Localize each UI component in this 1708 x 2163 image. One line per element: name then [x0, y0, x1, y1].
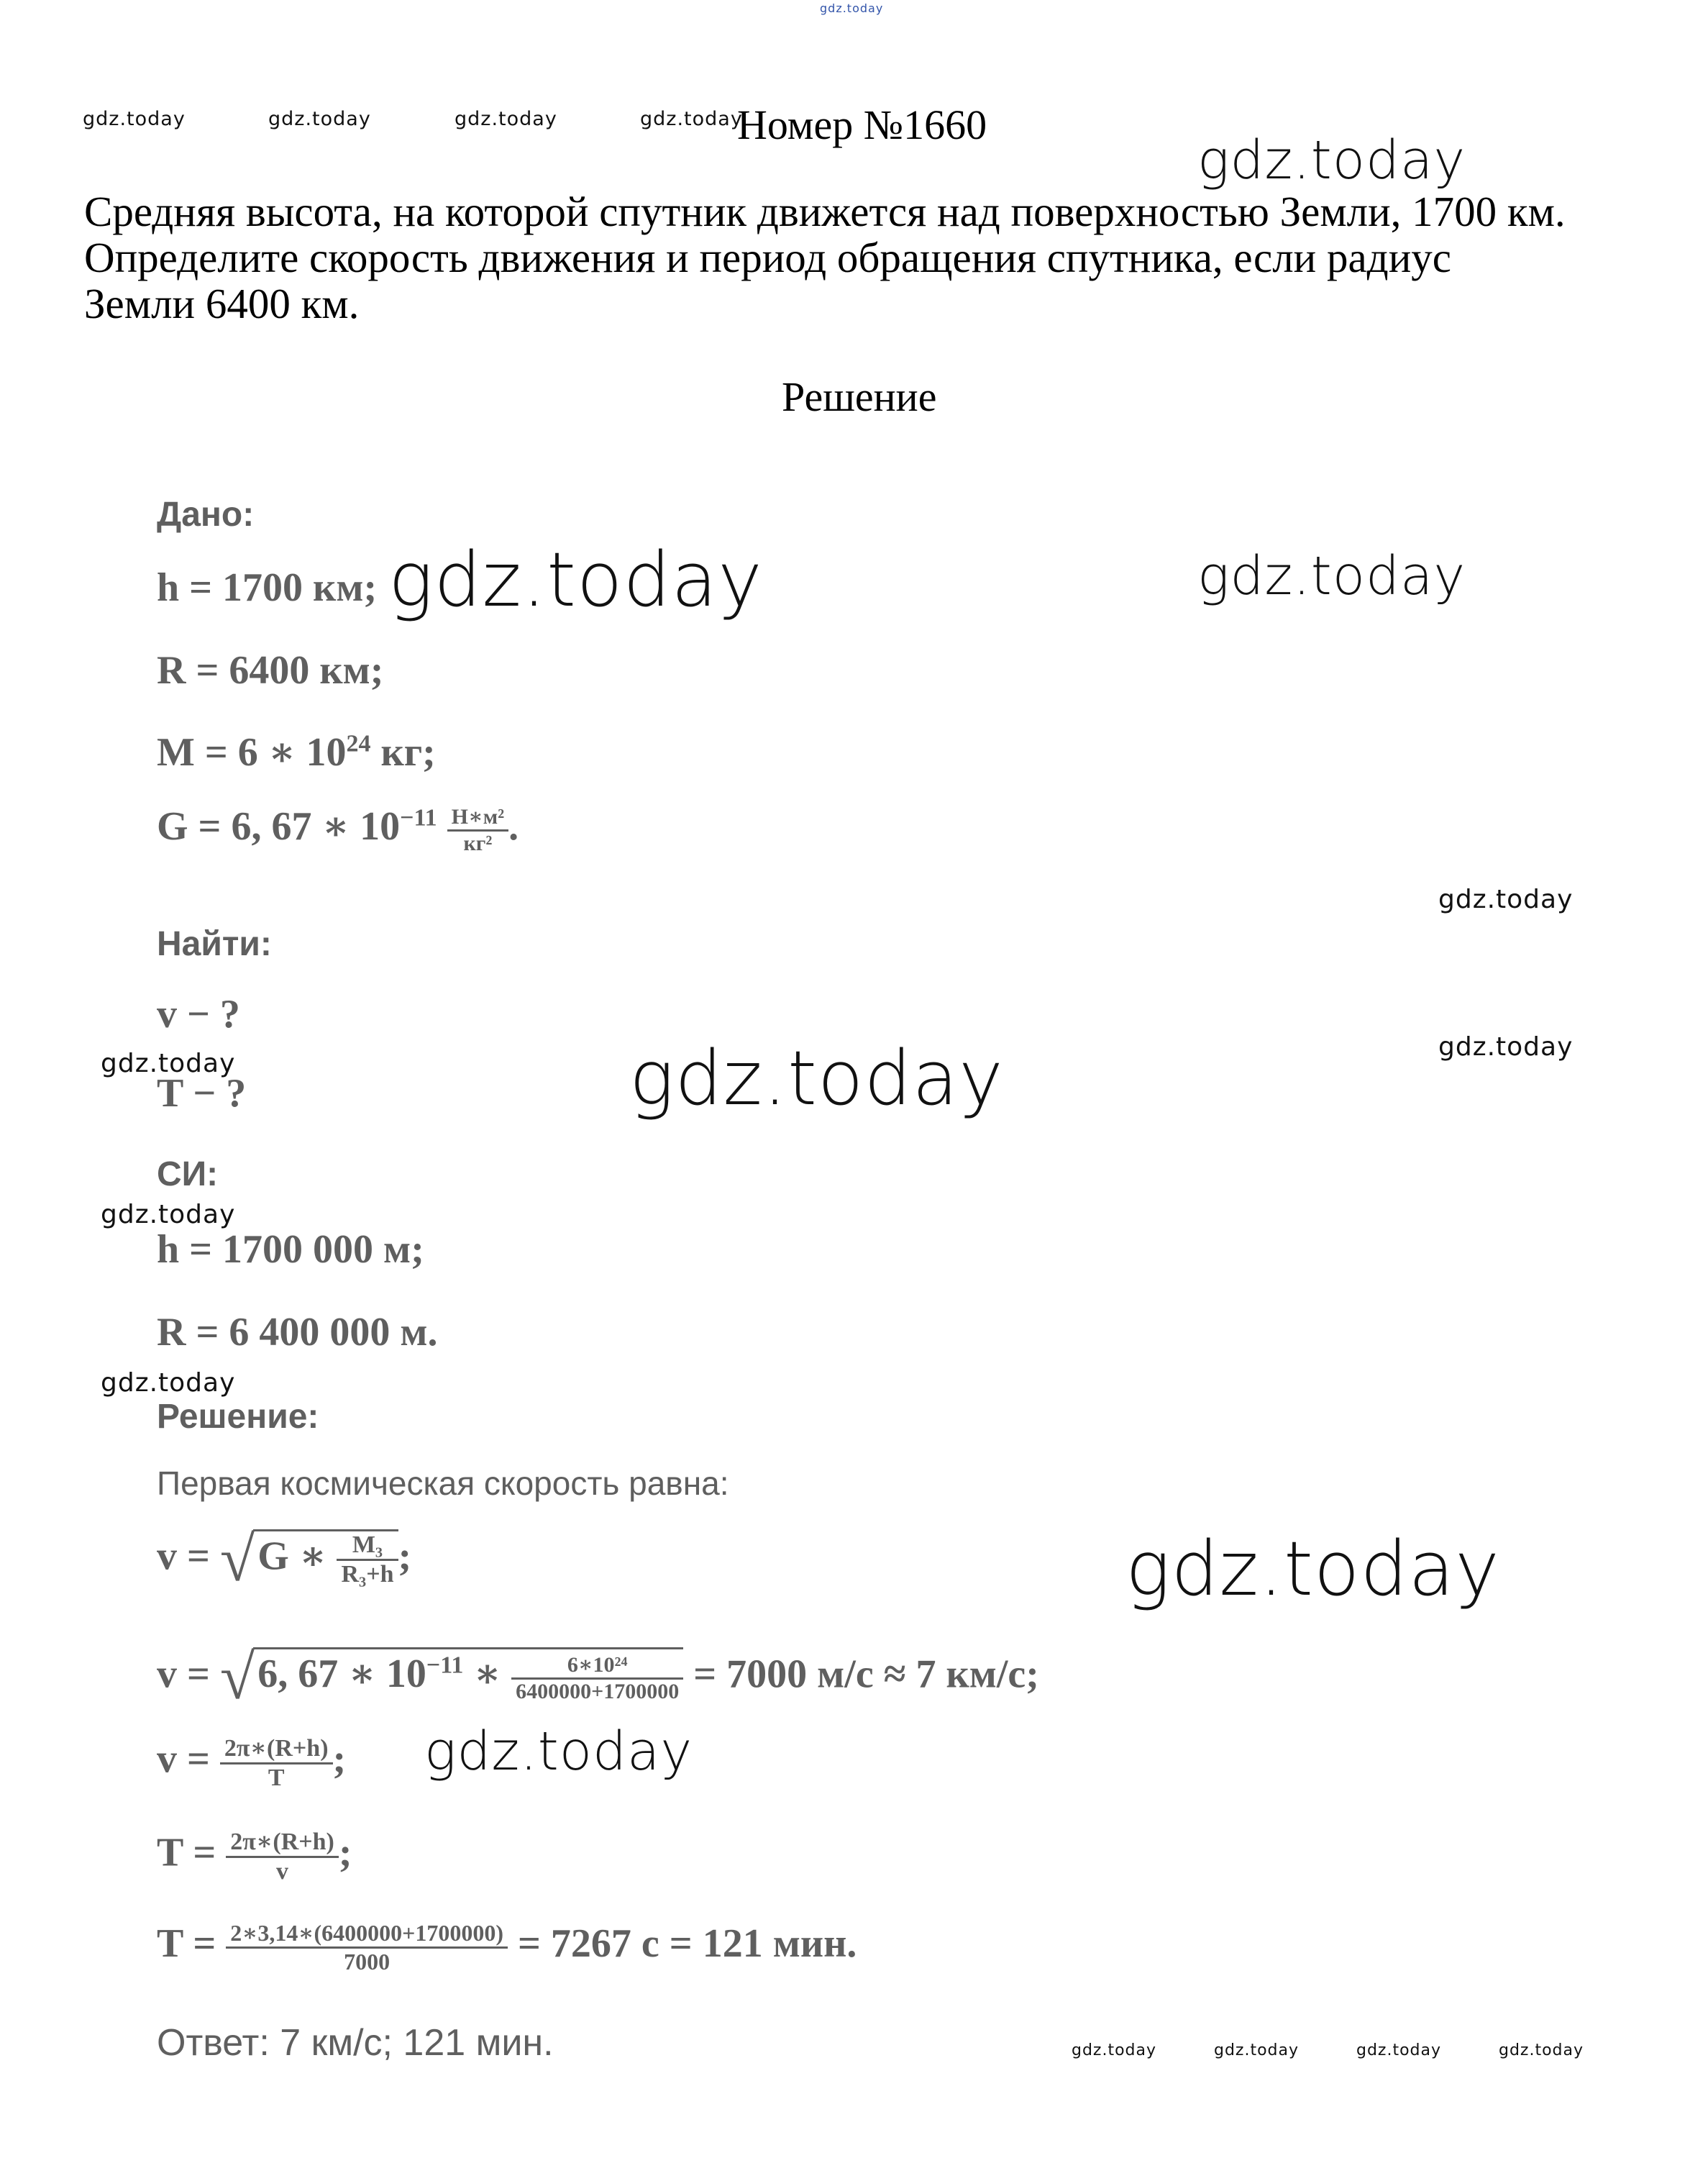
given-M-unit: кг;	[370, 730, 436, 775]
watermark: gdz.today	[1438, 1032, 1574, 1062]
watermark: gdz.today	[388, 536, 763, 624]
watermark: gdz.today	[101, 1368, 236, 1398]
eq-lhs: T =	[157, 1830, 227, 1875]
given-G-base: G = 6, 67 ∗ 10	[157, 804, 401, 849]
fraction-numerator: 2∗3,14∗(6400000+1700000)	[226, 1919, 508, 1949]
problem-line: Определите скорость движения и период обращения спутника, если радиус	[84, 234, 1451, 281]
given-M-exp: 24	[346, 730, 371, 757]
si-R: R = 6 400 000 м.	[157, 1310, 438, 1354]
equation-5	[157, 1919, 857, 1975]
find-v: v − ?	[157, 992, 240, 1037]
find-T: T − ?	[157, 1071, 247, 1116]
problem-text	[84, 188, 1566, 327]
watermark: gdz.today	[1214, 2041, 1300, 2059]
fraction-denominator: T	[268, 1764, 285, 1791]
fraction	[226, 1919, 508, 1975]
given-M-base: M = 6 ∗ 10	[157, 730, 347, 775]
watermark: gdz.today	[83, 108, 186, 130]
sqrt-icon: √	[219, 1525, 255, 1595]
eq-lhs: v =	[157, 1534, 220, 1579]
si-label: СИ:	[157, 1155, 219, 1193]
eq-rhs: = 7000 м/с ≈ 7 км/с;	[683, 1652, 1039, 1697]
watermark: gdz.today	[268, 108, 371, 130]
problem-line: Земли 6400 км.	[84, 280, 360, 327]
given-M	[157, 728, 436, 775]
watermark: gdz.today	[1197, 129, 1466, 191]
fraction	[226, 1827, 339, 1885]
watermark: gdz.today	[1438, 885, 1574, 914]
eq-end: ;	[332, 1736, 347, 1782]
section-title: Решение	[782, 373, 937, 420]
watermark: gdz.today	[101, 1200, 236, 1229]
fraction-numerator: 2π∗(R+h)	[226, 1827, 339, 1858]
fraction-numerator: M₃	[337, 1531, 398, 1561]
fraction	[220, 1734, 333, 1792]
solution-intro: Первая космическая скорость равна:	[157, 1465, 729, 1502]
fraction-denominator: 7000	[344, 1949, 391, 1975]
fraction-numerator: 2π∗(R+h)	[220, 1734, 333, 1764]
eq-lhs: v =	[157, 1736, 220, 1782]
watermark: gdz.today	[455, 108, 557, 130]
watermark: gdz.today	[1499, 2041, 1584, 2059]
equation-1	[157, 1524, 411, 1596]
watermark: gdz.today	[1197, 545, 1466, 607]
watermark: gdz.today	[101, 1049, 236, 1078]
fraction-numerator: 6∗10²⁴	[511, 1652, 683, 1680]
eq1-g: G ∗	[257, 1534, 337, 1579]
given-R: R = 6400 км;	[157, 648, 384, 693]
watermark: gdz.today	[1072, 2041, 1157, 2059]
equation-3	[157, 1734, 346, 1792]
eq2-g-exp: −11	[426, 1652, 464, 1679]
equation-2	[157, 1641, 1039, 1714]
given-h: h = 1700 км;	[157, 565, 378, 610]
given-G	[157, 802, 519, 856]
find-label: Найти:	[157, 925, 272, 963]
radicand	[253, 1647, 683, 1703]
eq-rhs: = 7267 с = 121 мин.	[508, 1921, 857, 1966]
fraction	[511, 1652, 683, 1704]
radicand	[253, 1529, 398, 1588]
given-G-end: .	[508, 804, 519, 849]
page-title: Номер №1660	[737, 101, 987, 148]
fraction-denominator: кг²	[463, 832, 493, 856]
fraction	[337, 1531, 398, 1588]
given-G-exp: −11	[400, 804, 437, 832]
watermark: gdz.today	[424, 1721, 693, 1782]
watermark: gdz.today	[1125, 1525, 1500, 1613]
sqrt-icon: √	[219, 1643, 255, 1713]
eq-end: ;	[398, 1534, 412, 1579]
given-G-units	[447, 804, 509, 856]
watermark: gdz.today	[629, 1034, 1004, 1122]
fraction-numerator: Н∗м²	[447, 804, 509, 832]
eq2-g: 6, 67 ∗ 10	[257, 1652, 426, 1697]
solution-label: Решение:	[157, 1398, 319, 1436]
fraction-denominator: R₃+h	[341, 1561, 394, 1588]
fraction-denominator: v	[276, 1858, 289, 1885]
equation-4	[157, 1827, 352, 1885]
watermark: gdz.today	[640, 108, 743, 130]
answer: Ответ: 7 км/с; 121 мин.	[157, 2022, 554, 2064]
eq-lhs: v =	[157, 1652, 220, 1697]
fraction-denominator: 6400000+1700000	[516, 1679, 680, 1703]
problem-line: Средняя высота, на которой спутник движется над поверхностью Земли, 1700 км.	[84, 188, 1566, 235]
eq2-mul: ∗	[463, 1652, 512, 1697]
eq-end: ;	[338, 1830, 352, 1875]
watermark: gdz.today	[1356, 2041, 1442, 2059]
eq-lhs: T =	[157, 1921, 227, 1966]
watermark-top: gdz.today	[820, 1, 884, 15]
given-label: Дано:	[157, 496, 255, 534]
si-h: h = 1700 000 м;	[157, 1227, 424, 1272]
